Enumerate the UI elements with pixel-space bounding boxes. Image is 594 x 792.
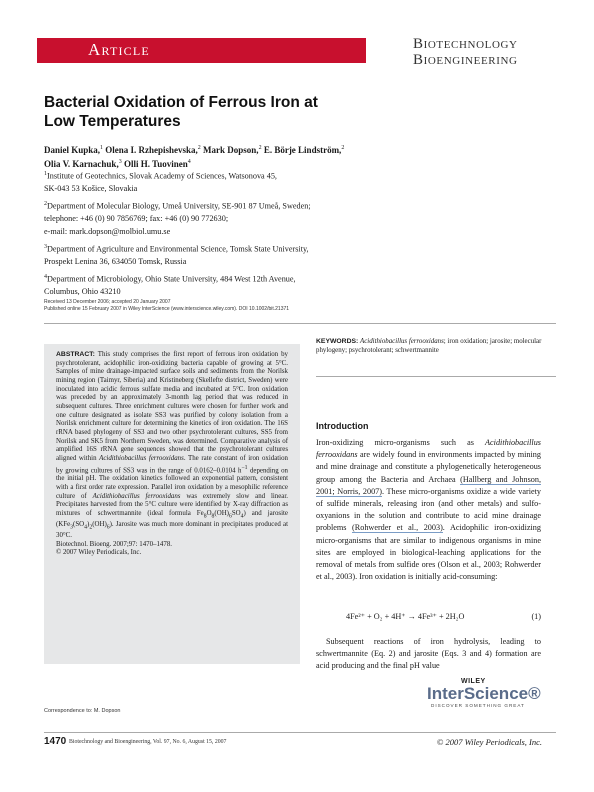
affiliation-4: $^4$Department of Microbiology, Ohio State University, 484 West 12th Avenue, Columbus, Ohio 43210	[44, 274, 296, 297]
correspondence-note: Correspondence to: M. Dopson	[44, 708, 121, 714]
author: Olli H. Tuovinen	[123, 159, 188, 169]
reference-link[interactable]: (Rohwerder et al., 2003)	[352, 523, 443, 533]
author-affiliation: 3	[118, 159, 122, 165]
page-number: 1470	[44, 736, 67, 747]
received-date: Received 13 December 2006; accepted 20 January 2007	[44, 299, 171, 305]
divider	[316, 376, 556, 377]
divider	[44, 732, 556, 733]
introduction-paragraph-1: Iron-oxidizing micro-organisms such as Acidithiobacillus ferrooxidans are widely found in environments impacted by mining and mine drainage and constitute a phylogenetically heterogeneous group among the Bacteria and Archaea (Hallberg and Johnson, 2001; Norris, 2007). These micro-organisms oxidize a wide variety of sulfide minerals, releasing iron (and other metals) and sulfo-oxyanions in the solution and contribute to acid mine drainage problems (Rohwerder et al., 2003). Acidophilic iron-oxidizing micro-organisms that are similar to indigenous organisms in mine sites are employed in biological-leaching applications for the removal of metals from sulfide ores (Olson et al., 2003; Rohwerder et al., 2003). Iron oxidation is initially acid-consuming:	[316, 438, 541, 582]
author-affiliation: 4	[187, 159, 191, 165]
wiley-wordmark: WILEY	[461, 678, 486, 685]
journal-name-line2: Bioengineering	[413, 52, 518, 68]
abstract-citation: Biotechnol. Bioeng. 2007;97: 1470–1478.	[56, 540, 172, 548]
divider	[44, 323, 556, 324]
contact-email[interactable]: e-mail: mark.dopson@molbiol.umu.se	[44, 226, 171, 236]
keywords: KEYWORDS: Acidithiobacillus ferrooxidans; iron oxidation; jarosite; molecular phylogeny; psychrotolerant; schwertmannite	[316, 338, 542, 354]
publication-history	[44, 299, 444, 314]
author: Olena I. Rzhepishevska,	[105, 145, 198, 155]
abstract-label: ABSTRACT:	[56, 351, 95, 358]
publisher-tagline: DISCOVER SOMETHING GREAT	[431, 703, 525, 708]
affiliations	[44, 168, 404, 302]
affiliation-1: $^1$Institute of Geotechnics, Slovak Academy of Sciences, Watsonova 45, SK-043 53 Košice, Slovakia	[44, 171, 277, 194]
author: E. Börje Lindström,	[263, 145, 342, 155]
publisher-logo	[427, 678, 557, 708]
affiliation-3: $^3$Department of Agriculture and Environmental Science, Tomsk State University, Prospekt Lenina 36, 634050 Tomsk, Russia	[44, 243, 309, 266]
section-label: Article	[88, 40, 150, 59]
author: Olia V. Karnachuk,	[44, 159, 119, 169]
reference-link[interactable]: (Hallberg and Johnson, 2001; Norris, 2007)	[316, 474, 541, 496]
footer-copyright: © 2007 Wiley Periodicals, Inc.	[436, 737, 542, 747]
abstract-copyright: © 2007 Wiley Periodicals, Inc.	[56, 549, 142, 557]
keywords-label: KEYWORDS:	[316, 338, 359, 345]
title-line-2: Low Temperatures	[44, 113, 181, 130]
published-online: Published online 15 February 2007 in Wiley InterScience (www.interscience.wiley.com). DOI 10.1002/bit.21371	[44, 306, 290, 313]
author-affiliation: 2	[341, 145, 345, 151]
journal-name-line1: Biotechnology	[413, 36, 518, 52]
equation-body: 4Fe²⁺ + O₂ + 4H⁺ → 4Fe³⁺ + 2H₂O	[346, 612, 465, 621]
author-affiliation: 2	[197, 145, 201, 151]
affiliation-2: $^2$Department of Molecular Biology, Umeå University, SE-901 87 Umeå, Sweden; telephone: +46 (0) 90 7856769; fax: +46 (0) 90 772630; e-mail: mark.dopson@molbiol.umu.se	[44, 201, 311, 236]
author-affiliation: 2	[258, 145, 262, 151]
section-heading: Introduction	[316, 421, 369, 431]
equation-number: (1)	[531, 612, 541, 621]
footer-citation: Biotechnology and Bioengineering, Vol. 97, No. 6, August 15, 2007	[69, 739, 227, 745]
author-list	[44, 142, 404, 170]
author: Daniel Kupka,	[44, 145, 101, 155]
introduction-paragraph-2: Subsequent reactions of iron hydrolysis, leading to schwertmannite (Eq. 2) and jarosite (Eqs. 3 and 4) formation are acid producing and the final pH value	[316, 637, 541, 671]
article-title	[44, 93, 364, 131]
author-affiliation: 1	[100, 145, 104, 151]
title-line-1: Bacterial Oxidation of Ferrous Iron at	[44, 94, 318, 111]
abstract: ABSTRACT: This study comprises the first report of ferrous iron oxidation by psychrotolerant, acidophilic iron-oxidizing bacteria capable of growing at 5°C. Samples of mine drainage-impacted surface soils and sediments from the Norilsk mining region (Taimyr, Siberia) and Kristineberg (Skellefte district, Sweden) were inoculated into acidic ferrous sulfate media and incubated at 5°C. Iron oxidation was preceded by an approximately 3-month lag period that was reduced in subsequent cultures. Three enrichment cultures were chosen for further work and one culture designated as isolate SS3 was purified by colony isolation from a Norilsk enrichment culture for determining the kinetics of iron oxidation. The 16S rRNA based phylogeny of SS3 and two other psychrotolerant cultures, SS5 from Norilsk and SK5 from Northern Sweden, was determined. Comparative analysis of amplified 16S rRNA gene sequences showed that the psychrotolerant cultures aligned within Acidithiobacillus ferrooxidans. The rate constant of iron oxidation by growing cultures of SS3 was in the range of 0.0162–0.0104 $h^{-1}$ depending on the initial pH. The oxidation kinetics followed an exponential pattern, consistent with a first order rate expression. Parallel iron oxidation by a mesophilic reference culture of Acidithiobacillus ferrooxidans was extremely slow and linear. Precipitates harvested from the 5°C culture were identified by X-ray diffraction as mixtures of schwertmannite (ideal formula $Fe_8O_8(OH)_6SO_4$) and jarosite $(KFe_3(SO_4)_2(OH)_6)$. Jarosite was much more dominant in precipitates produced at 30°C. Biotechnol. Bioeng. 2007;97: 1470–1478. © 2007 Wiley Periodicals, Inc.	[56, 351, 289, 557]
interscience-wordmark: InterScience®	[427, 684, 541, 703]
article-banner	[37, 38, 366, 63]
author: Mark Dopson,	[203, 145, 259, 155]
journal-logo	[413, 36, 563, 68]
